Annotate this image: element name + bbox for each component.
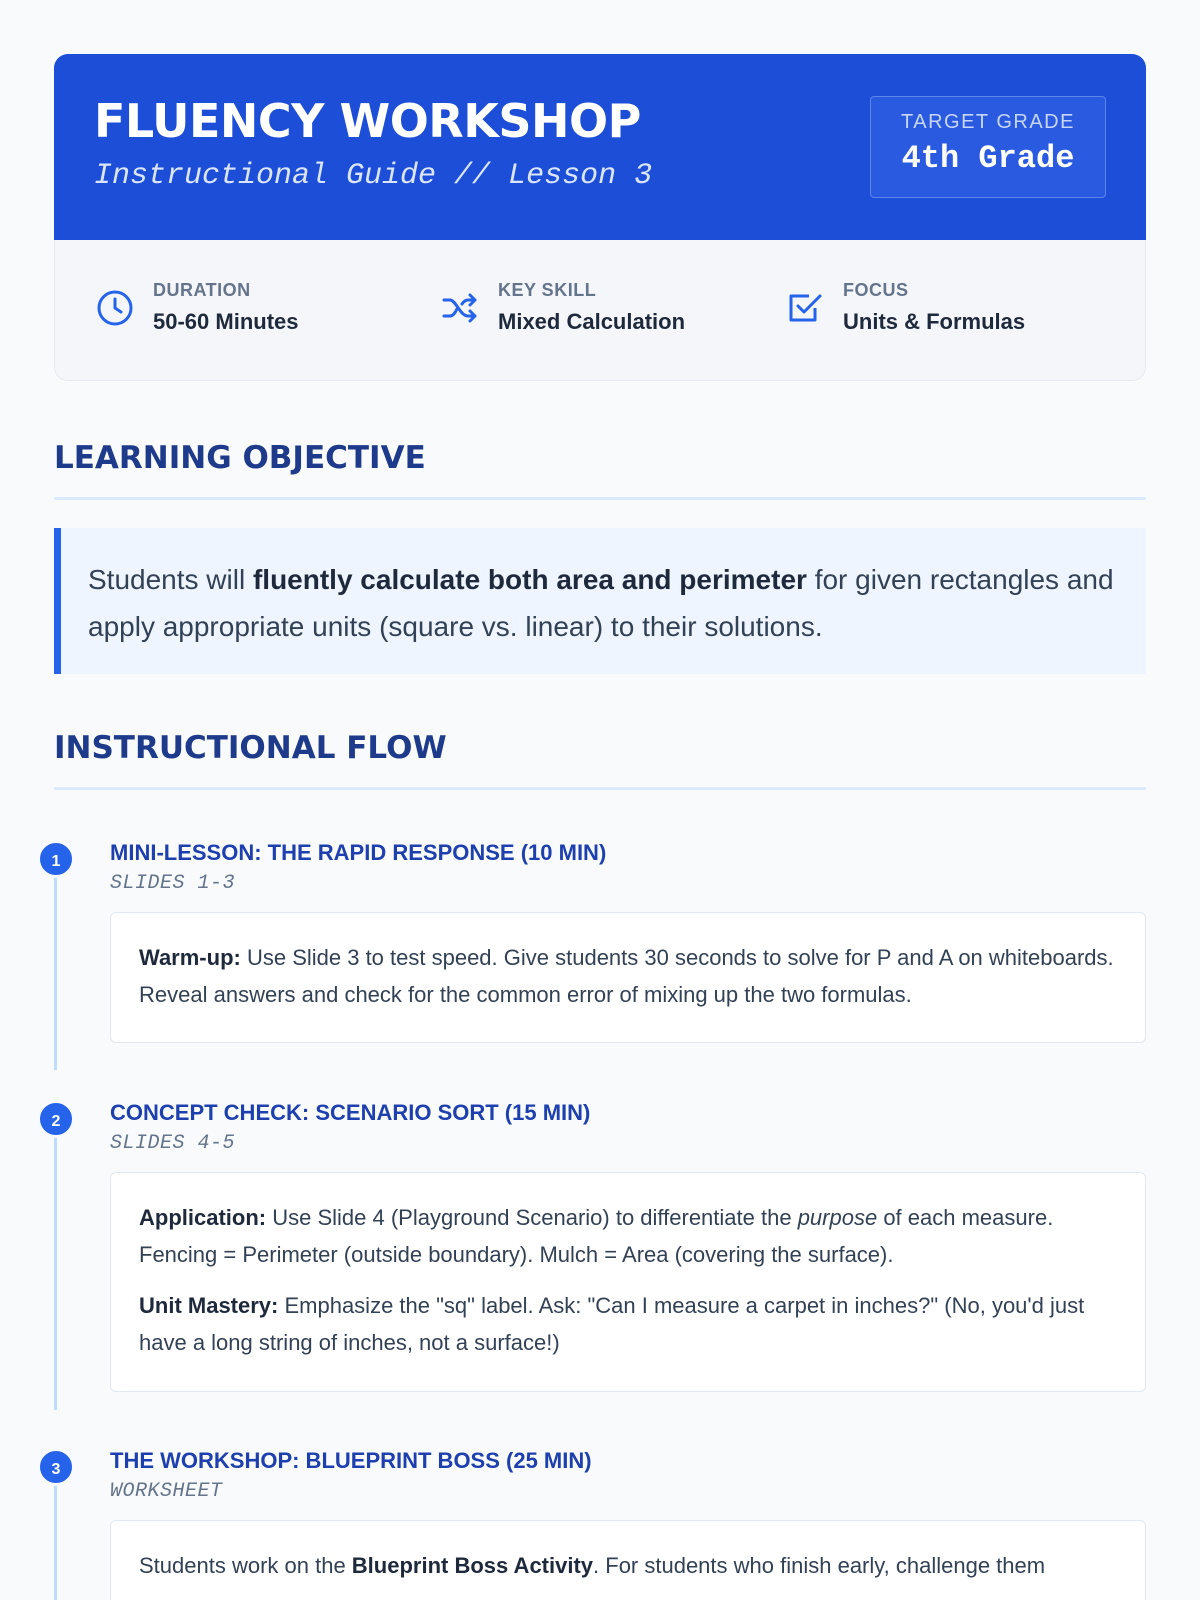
step-number-badge: 1 — [37, 840, 75, 878]
step-text: . For students who finish early, challenge them — [593, 1553, 1046, 1578]
objective-text-start: Students will — [88, 564, 253, 595]
timeline-line — [54, 1120, 57, 1410]
target-grade-value: 4th Grade — [901, 140, 1075, 177]
step-text: Use Slide 3 to test speed. Give students 30 seconds to solve for P and A on whiteboards. Reveal answers and check for the common error of mixing up the two formulas. — [139, 945, 1114, 1007]
meta-duration-label: DURATION — [153, 280, 251, 300]
step-text: Students work on the — [139, 1553, 352, 1578]
meta-focus-label: FOCUS — [843, 280, 909, 300]
page-title: FLUENCY WORKSHOP — [94, 94, 641, 148]
meta-duration — [95, 280, 299, 335]
step-paragraph — [139, 1287, 1117, 1361]
shuffle-icon — [440, 288, 480, 328]
step-slides: SLIDES 4-5 — [110, 1132, 236, 1155]
meta-key-skill-label: KEY SKILL — [498, 280, 597, 300]
step-emphasis: purpose — [797, 1205, 878, 1230]
step-card — [110, 1520, 1146, 1600]
step-card — [110, 1172, 1146, 1392]
objective-heading: LEARNING OBJECTIVE — [54, 440, 426, 476]
step-number-badge: 2 — [37, 1100, 75, 1138]
objective-text-end: for given rectangles and apply appropriate units (square vs. linear) to their solutions. — [88, 564, 1114, 642]
step-slides: SLIDES 1-3 — [110, 872, 236, 895]
step-number-badge: 3 — [37, 1448, 75, 1486]
meta-key-skill-value: Mixed Calculation — [498, 309, 686, 334]
step-title: THE WORKSHOP: BLUEPRINT BOSS (25 MIN) — [110, 1448, 592, 1473]
step-paragraph — [139, 939, 1117, 1013]
meta-focus — [785, 280, 1025, 335]
header-banner — [54, 54, 1146, 240]
step-slides: WORKSHEET — [110, 1480, 223, 1503]
step-title: CONCEPT CHECK: SCENARIO SORT (15 MIN) — [110, 1100, 591, 1125]
timeline-line — [54, 1468, 57, 1600]
step-bold: Blueprint Boss Activity — [351, 1553, 594, 1578]
objective-callout — [54, 528, 1146, 674]
flow-heading: INSTRUCTIONAL FLOW — [54, 730, 447, 766]
checkbox-icon — [785, 288, 825, 328]
clock-icon — [95, 288, 135, 328]
step-lead: Application: — [139, 1205, 267, 1230]
objective-text-bold: fluently calculate both area and perimeter — [252, 564, 807, 595]
step-card — [110, 912, 1146, 1043]
step-text: Emphasize the "sq" label. Ask: "Can I measure a carpet in inches?" (No, you'd just have a long string of inches, not a surface!) — [139, 1293, 1085, 1355]
step-text: of each measure. Fencing = Perimeter (outside boundary). Mulch = Area (covering the surface). — [139, 1205, 1054, 1267]
step-lead: Warm-up: — [139, 945, 241, 970]
step-paragraph — [139, 1547, 1117, 1584]
timeline-line — [54, 860, 57, 1070]
target-grade-label: TARGET GRADE — [901, 111, 1075, 133]
meta-key-skill — [440, 280, 685, 335]
step-text: Use Slide 4 (Playground Scenario) to differentiate the — [266, 1205, 798, 1230]
objective-divider — [54, 497, 1146, 500]
meta-focus-value: Units & Formulas — [843, 309, 1026, 334]
page-subtitle: Instructional Guide // Lesson 3 — [94, 159, 653, 193]
flow-divider — [54, 787, 1146, 790]
lesson-guide — [51, 54, 1146, 1578]
meta-duration-value: 50-60 Minutes — [153, 309, 299, 334]
target-grade-badge — [870, 96, 1106, 198]
step-lead: Unit Mastery: — [139, 1293, 279, 1318]
step-title: MINI-LESSON: THE RAPID RESPONSE (10 MIN) — [110, 840, 607, 865]
step-paragraph — [139, 1199, 1117, 1273]
lesson-meta-bar — [54, 240, 1146, 381]
